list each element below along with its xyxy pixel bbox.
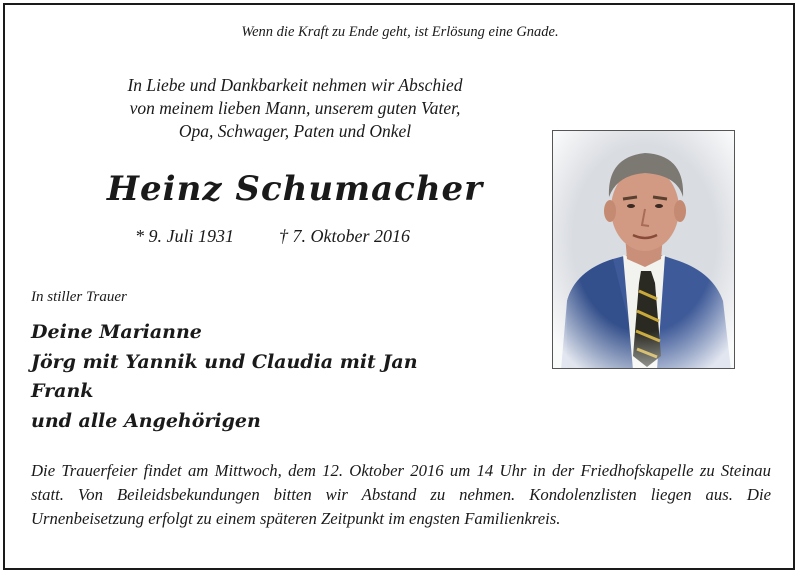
death-date: † 7. Oktober 2016: [279, 226, 410, 246]
intro-line: In Liebe und Dankbarkeit nehmen wir Abschied: [127, 75, 463, 95]
intro-line: von meinem lieben Mann, unserem guten Vater,: [129, 98, 461, 118]
portrait-photo: [552, 130, 735, 369]
notice-text: Die Trauerfeier findet am Mittwoch, dem 12. Oktober 2016 um 14 Uhr in der Friedhofskapelle zu Steinau statt. Von Beileidsbekundungen bitten wir Abstand zu nehmen. Kondolenzlisten liegen aus. Die Urnenbeisetzung erfolgt zu einem späteren Zeitpunkt im engsten Familienkreis.: [31, 461, 771, 528]
family-line: Deine Marianne: [31, 321, 202, 343]
motto: Wenn die Kraft zu Ende geht, ist Erlösung eine Gnade.: [241, 24, 559, 40]
family-list: [31, 318, 418, 436]
intro-line: Opa, Schwager, Paten und Onkel: [178, 121, 412, 141]
birth-date: * 9. Juli 1931: [135, 226, 234, 246]
intro-text: [40, 74, 550, 143]
portrait-illustration: [553, 131, 735, 369]
funeral-notice: [31, 459, 771, 531]
family-line: Jörg mit Yannik und Claudia mit Jan: [31, 350, 418, 373]
mourning-label: In stiller Trauer: [31, 289, 127, 305]
deceased-name: Heinz Schumacher: [106, 169, 484, 209]
family-line: und alle Angehörigen: [31, 409, 261, 432]
family-line: Frank: [31, 380, 94, 402]
life-dates: [135, 226, 410, 247]
